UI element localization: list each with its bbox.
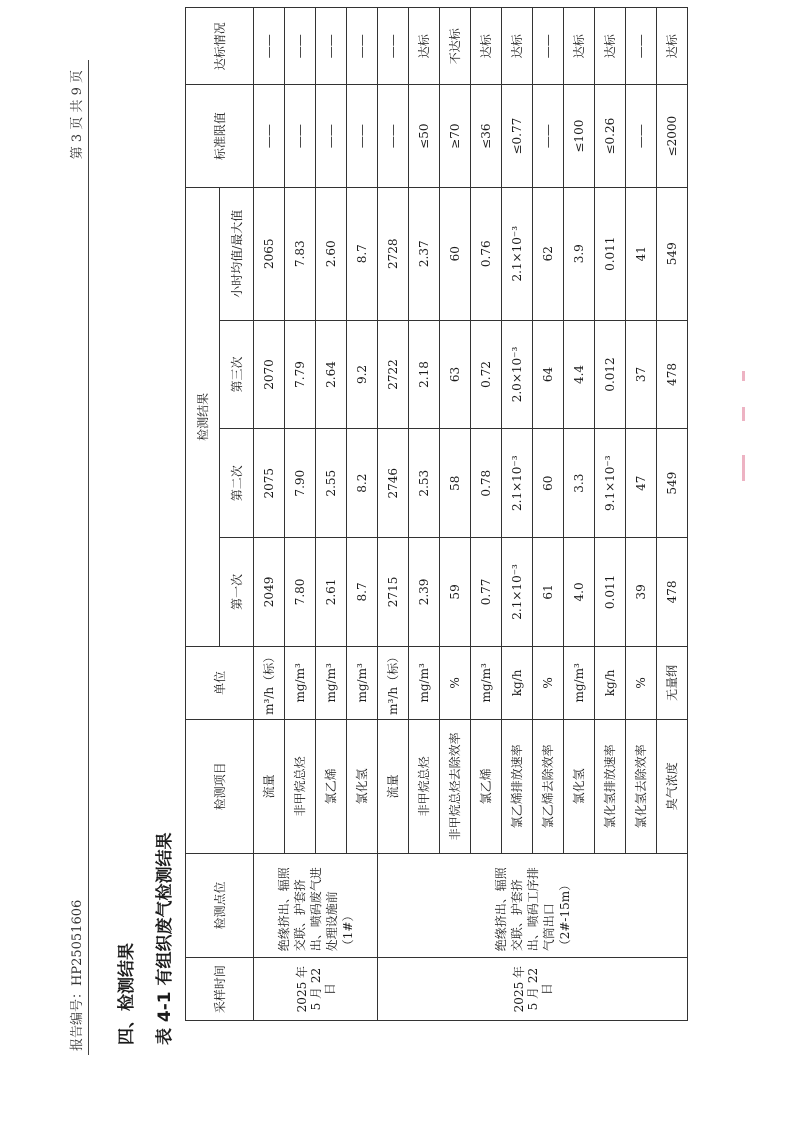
sampling-date: 2025 年 5 月 22 日 (378, 958, 688, 1021)
col-run2: 第二次 (220, 429, 254, 538)
cell-unit: m³/h（标） (378, 646, 409, 719)
cell-status: —— (378, 8, 409, 85)
cell-item: 流量 (254, 719, 285, 853)
cell-r3: 2722 (378, 320, 409, 429)
table-row (254, 8, 285, 1021)
section-title: 四、检测结果 (117, 943, 137, 1045)
cell-r2: 2.55 (316, 429, 347, 538)
col-status: 达标情况 (186, 8, 254, 85)
cell-item: 氯化氢去除效率 (626, 719, 657, 853)
cell-status: 达标 (502, 8, 533, 85)
cell-r1: 0.011 (595, 538, 626, 647)
cell-item: 非甲烷总烃 (409, 719, 440, 853)
cell-r1: 2.1×10⁻³ (502, 538, 533, 647)
cell-avg: 549 (657, 187, 688, 320)
cell-avg: 2.37 (409, 187, 440, 320)
cell-r3: 37 (626, 320, 657, 429)
cell-status: 达标 (564, 8, 595, 85)
cell-r2: 9.1×10⁻³ (595, 429, 626, 538)
cell-avg: 41 (626, 187, 657, 320)
cell-r3: 2.64 (316, 320, 347, 429)
cell-r2: 58 (440, 429, 471, 538)
cell-item: 氯化氢 (347, 719, 378, 853)
cell-r2: 2.53 (409, 429, 440, 538)
report-number: 报告编号：HP25051606 (70, 899, 85, 1051)
cell-r1: 0.77 (471, 538, 502, 647)
cell-r2: 2075 (254, 429, 285, 538)
cell-r3: 64 (533, 320, 564, 429)
cell-r2: 3.3 (564, 429, 595, 538)
cell-limit: ≤0.77 (502, 85, 533, 187)
cell-unit: mg/m³ (564, 646, 595, 719)
cell-r1: 59 (440, 538, 471, 647)
sampling-date: 2025 年 5 月 22 日 (254, 958, 378, 1021)
cell-r2: 7.90 (285, 429, 316, 538)
cell-status: —— (285, 8, 316, 85)
cell-r2: 2.1×10⁻³ (502, 429, 533, 538)
cell-status: —— (316, 8, 347, 85)
cell-r1: 4.0 (564, 538, 595, 647)
cell-unit: m³/h（标） (254, 646, 285, 719)
cell-status: 达标 (471, 8, 502, 85)
cell-status: 达标 (657, 8, 688, 85)
cell-avg: 2.1×10⁻³ (502, 187, 533, 320)
cell-avg: 7.83 (285, 187, 316, 320)
cell-avg: 62 (533, 187, 564, 320)
cell-r1: 2049 (254, 538, 285, 647)
cell-status: —— (533, 8, 564, 85)
cell-status: —— (347, 8, 378, 85)
col-run3: 第三次 (220, 320, 254, 429)
cell-unit: kg/h (595, 646, 626, 719)
cell-r2: 549 (657, 429, 688, 538)
cell-item: 氯乙烯 (316, 719, 347, 853)
cell-item: 氯乙烯去除效率 (533, 719, 564, 853)
cell-r1: 2.61 (316, 538, 347, 647)
cell-status: 达标 (409, 8, 440, 85)
cell-r3: 0.72 (471, 320, 502, 429)
cell-unit: % (440, 646, 471, 719)
cell-limit: —— (254, 85, 285, 187)
col-point: 检测点位 (186, 853, 254, 958)
cell-avg: 2728 (378, 187, 409, 320)
page-number: 第 3 页 共 9 页 (70, 70, 85, 160)
cell-unit: % (626, 646, 657, 719)
cell-r3: 478 (657, 320, 688, 429)
cell-avg: 3.9 (564, 187, 595, 320)
header-rule (88, 60, 89, 1055)
cell-limit: —— (316, 85, 347, 187)
sampling-point: 绝缘挤出、辐照交联、护套挤出、喷码废气进处理设施前（1#） (254, 853, 378, 958)
cell-r3: 63 (440, 320, 471, 429)
cell-r3: 4.4 (564, 320, 595, 429)
col-avg: 小时均值/最大值 (220, 187, 254, 320)
cell-limit: —— (533, 85, 564, 187)
cell-item: 氯化氢排放速率 (595, 719, 626, 853)
cell-r1: 8.7 (347, 538, 378, 647)
cell-unit: % (533, 646, 564, 719)
cell-r1: 39 (626, 538, 657, 647)
cell-r1: 7.80 (285, 538, 316, 647)
cell-item: 非甲烷总烃 (285, 719, 316, 853)
table-title: 表 4-1 有组织废气检测结果 (155, 832, 175, 1045)
cell-unit: mg/m³ (316, 646, 347, 719)
cell-r1: 61 (533, 538, 564, 647)
cell-limit: —— (626, 85, 657, 187)
red-stamp-mark (742, 371, 745, 381)
cell-r2: 47 (626, 429, 657, 538)
cell-status: 不达标 (440, 8, 471, 85)
cell-r3: 9.2 (347, 320, 378, 429)
col-unit: 单位 (186, 646, 254, 719)
cell-avg: 60 (440, 187, 471, 320)
cell-r3: 2.18 (409, 320, 440, 429)
cell-item: 氯乙烯 (471, 719, 502, 853)
cell-unit: mg/m³ (409, 646, 440, 719)
cell-limit: ≤50 (409, 85, 440, 187)
cell-r3: 2.0×10⁻³ (502, 320, 533, 429)
cell-r1: 2.39 (409, 538, 440, 647)
results-body (254, 8, 688, 1021)
cell-unit: mg/m³ (471, 646, 502, 719)
cell-r3: 2070 (254, 320, 285, 429)
red-stamp-mark (742, 407, 745, 421)
cell-item: 氯乙烯排放速率 (502, 719, 533, 853)
cell-item: 氯化氢 (564, 719, 595, 853)
cell-item: 流量 (378, 719, 409, 853)
cell-avg: 2065 (254, 187, 285, 320)
cell-avg: 0.76 (471, 187, 502, 320)
cell-r2: 60 (533, 429, 564, 538)
cell-r3: 0.012 (595, 320, 626, 429)
cell-limit: —— (285, 85, 316, 187)
cell-unit: mg/m³ (285, 646, 316, 719)
cell-unit: kg/h (502, 646, 533, 719)
cell-r2: 8.2 (347, 429, 378, 538)
cell-unit: mg/m³ (347, 646, 378, 719)
sampling-point: 绝缘挤出、辐照交联、护套挤出、喷码工序排气筒出口（2#-15m） (378, 853, 688, 958)
col-run1: 第一次 (220, 538, 254, 647)
col-time: 采样时间 (186, 958, 254, 1021)
cell-avg: 8.7 (347, 187, 378, 320)
cell-r1: 2715 (378, 538, 409, 647)
col-limit: 标准限值 (186, 85, 254, 187)
cell-avg: 0.011 (595, 187, 626, 320)
cell-limit: ≥70 (440, 85, 471, 187)
cell-r1: 478 (657, 538, 688, 647)
cell-r2: 2746 (378, 429, 409, 538)
cell-item: 非甲烷总烃去除效率 (440, 719, 471, 853)
cell-limit: ≤0.26 (595, 85, 626, 187)
table-row (378, 8, 409, 1021)
cell-limit: —— (347, 85, 378, 187)
col-results: 检测结果 (186, 187, 220, 646)
cell-item: 臭气浓度 (657, 719, 688, 853)
cell-r3: 7.79 (285, 320, 316, 429)
cell-limit: ≤2000 (657, 85, 688, 187)
cell-r2: 0.78 (471, 429, 502, 538)
cell-unit: 无量纲 (657, 646, 688, 719)
red-stamp-mark (742, 455, 745, 481)
cell-status: —— (626, 8, 657, 85)
cell-status: —— (254, 8, 285, 85)
cell-status: 达标 (595, 8, 626, 85)
results-table (185, 7, 688, 1021)
col-item: 检测项目 (186, 719, 254, 853)
cell-limit: —— (378, 85, 409, 187)
cell-limit: ≤36 (471, 85, 502, 187)
cell-limit: ≤100 (564, 85, 595, 187)
cell-avg: 2.60 (316, 187, 347, 320)
